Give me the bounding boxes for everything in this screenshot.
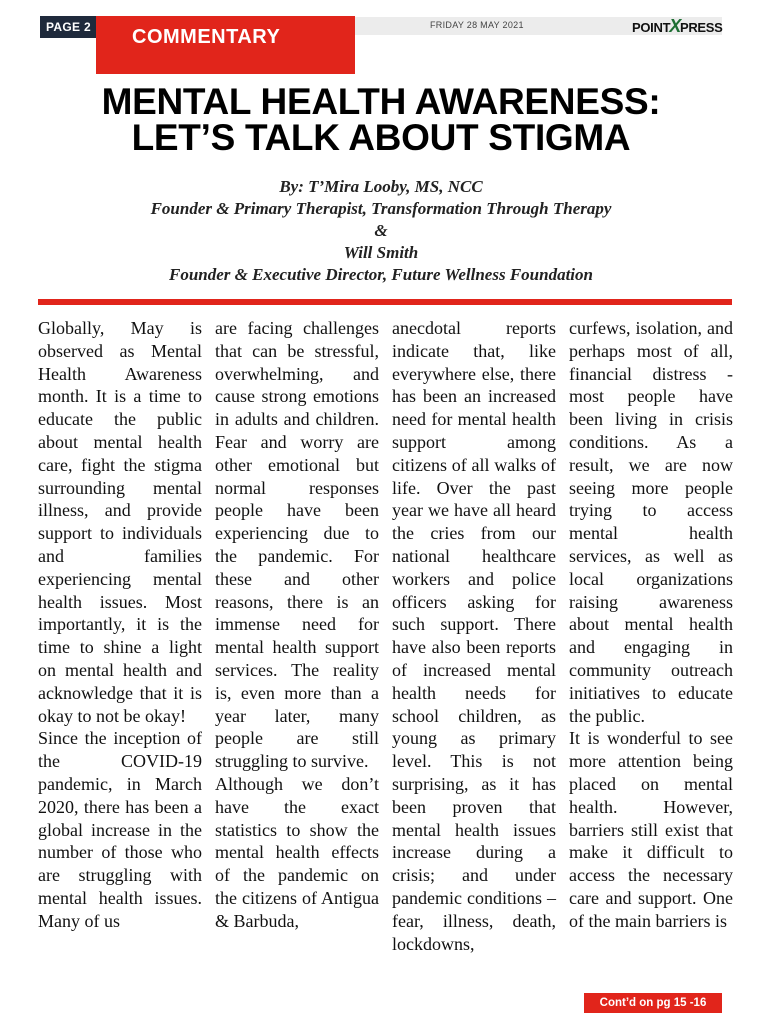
logo-text-press: PRESS [679,20,723,35]
issue-date: FRIDAY 28 MAY 2021 [430,20,524,30]
page-number-badge: PAGE 2 [40,16,97,38]
paragraph: anecdotal reports indicate that, like everywhere else, there has been an increased need for mental health support among citizens of all walks of life. Over the past year we have all heard the cries from our national healthcare workers and police officers asking for such support. There have also been reports of increased mental health needs for school children, as young as primary level. This is not surprising, as it has been proven that mental health issues increase during a crisis; and under pandemic conditions – fear, illness, death, lockdowns, [392,318,556,954]
logo-text-point: POINT [632,20,671,35]
paragraph: It is wonderful to see more attention being placed on mental health. However, barriers still exist that make it difficult to access the necessary care and support. One of the main barriers is [569,728,733,931]
paragraph: Although we don’t have the exact statistics to show the mental health effects of the pandemic on the citizens of Antigua & Barbuda, [215,773,379,931]
headline [0,81,762,158]
byline-author-1: By: T’Mira Looby, MS, NCC [279,177,483,196]
publication-logo [632,16,723,37]
author-1-role: Founder & Primary Therapist, Transformation Through Therapy [150,199,612,218]
section-label: COMMENTARY [96,16,355,74]
article-column-1 [38,317,202,933]
byline-block [0,176,762,286]
paragraph: Globally, May is observed as Mental Health Awareness month. It is a time to educate the public about mental health care, fight the stigma surrounding mental illness, and provide support to individuals and families experiencing mental health issues. Most importantly, it is the time to shine a light on mental health and acknowledge that it is okay to not be okay! [38,318,202,726]
continued-notice: Cont’d on pg 15 -16 [584,993,722,1013]
paragraph: are facing challenges that can be stressful, overwhelming, and cause strong emotions in adults and children. Fear and worry are other emotional but normal responses people have been experiencing due to the pandemic. For these and other reasons, there is an immense need for mental health support services. The reality is, even more than a year later, many people are still struggling to survive. [215,318,379,772]
headline-line-1: MENTAL HEALTH AWARENESS: [101,81,661,122]
paragraph: curfews, isolation, and perhaps most of all, financial distress - most people have been living in crisis conditions. As a result, we are now seeing more people trying to access mental health services, as well as local organizations raising awareness about mental health and engaging in community outreach initiatives to educate the public. [569,318,733,726]
divider-rule [38,299,732,305]
paragraph: Since the inception of the COVID-19 pandemic, in March 2020, there has been a global increase in the number of those who are struggling with mental health issues. Many of us [38,728,202,931]
article-column-4 [569,317,733,933]
author-2-role: Founder & Executive Director, Future Wellness Foundation [169,265,593,284]
article-column-2 [215,317,379,933]
headline-line-2: LET’S TALK ABOUT STIGMA [131,117,631,158]
byline-author-2: Will Smith [343,243,419,262]
article-column-3 [392,317,556,955]
logo-x-mark: X [669,16,681,36]
byline-ampersand: & [374,221,388,240]
